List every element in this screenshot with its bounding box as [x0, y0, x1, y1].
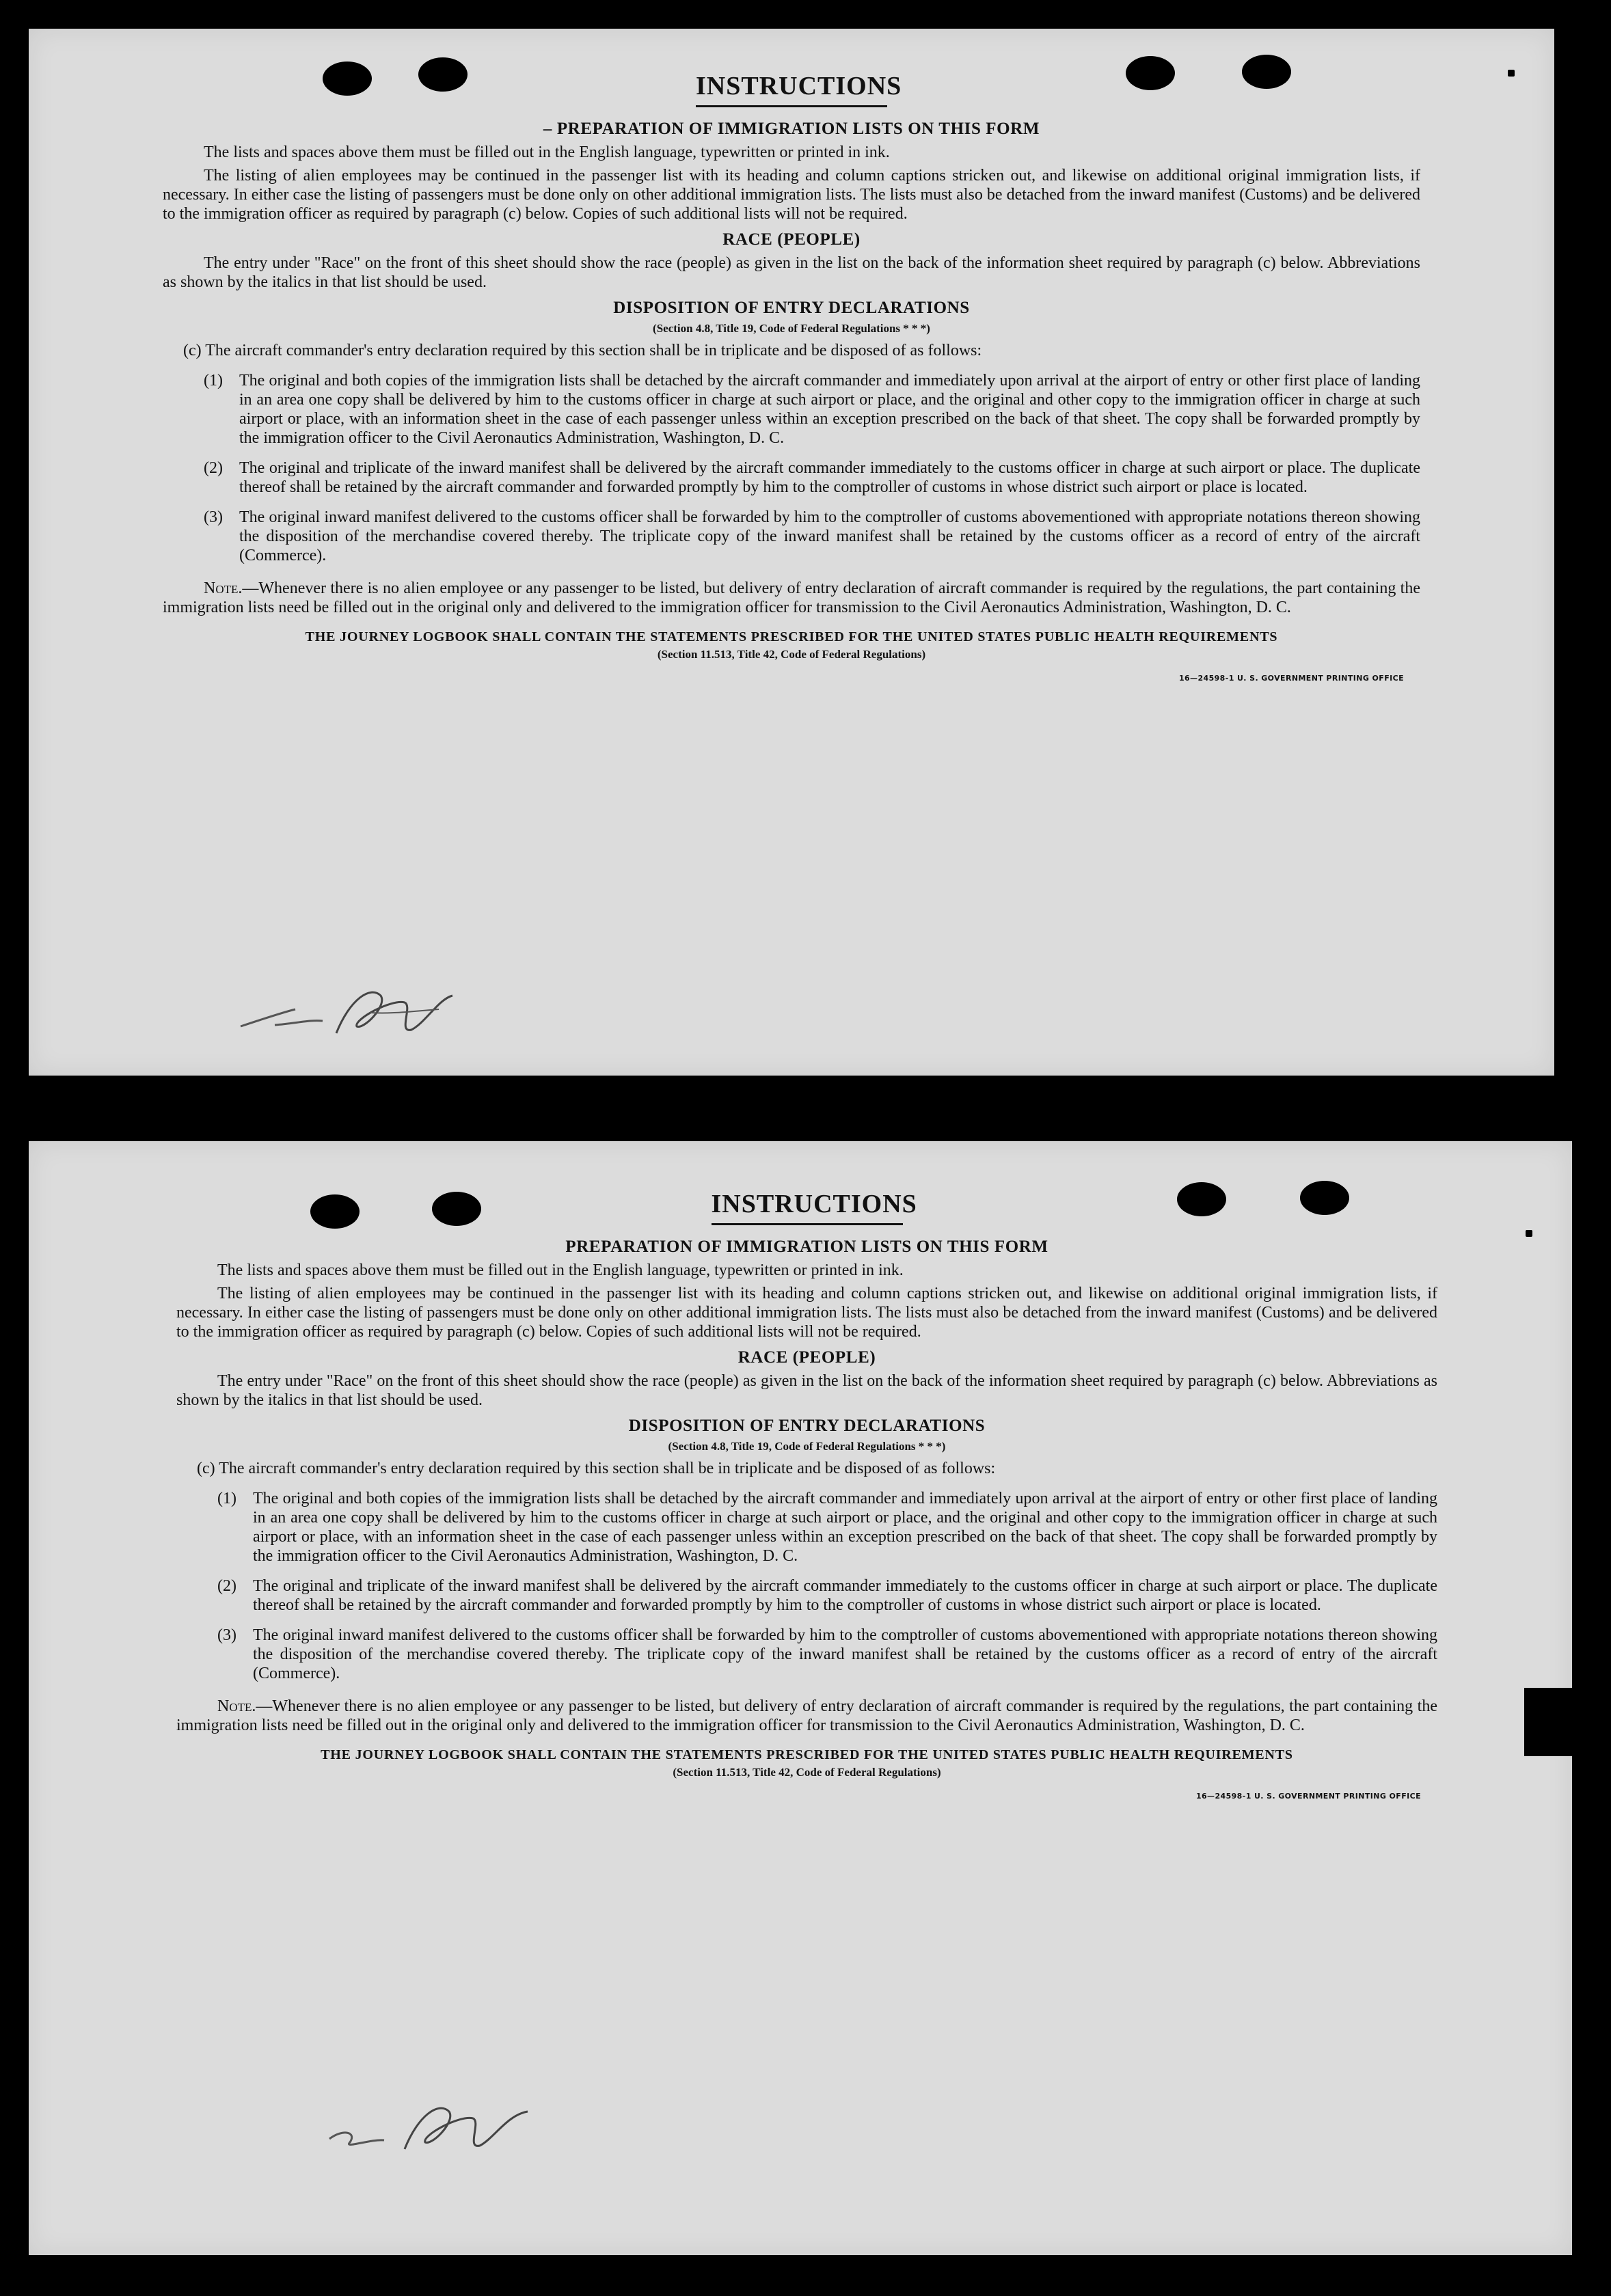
printer-imprint: 16—24598-1 U. S. GOVERNMENT PRINTING OFFICE — [1178, 674, 1404, 683]
logbook-statement: THE JOURNEY LOGBOOK SHALL CONTAIN THE STATEMENTS PRESCRIBED FOR THE UNITED STATES PUBLIC HEALTH REQUIREMENTS — [321, 1747, 1293, 1762]
preparation-paragraph: The listing of alien employees may be continued in the passenger list with its heading and column captions stricken out, and likewise on additional original immigration lists, if necessary. In either case the listing of passengers must be done only on other additional immigration lists. The lists must also be detached from the inward manifest (Customs) and be delivered to the immigration officer as required by paragraph (c) below. Copies of such additional lists will not be required. — [176, 1285, 1437, 1341]
printer-imprint: 16—24598-1 U. S. GOVERNMENT PRINTING OFFICE — [1195, 1792, 1421, 1801]
logbook-citation: (Section 11.513, Title 42, Code of Federal Regulations) — [673, 1766, 941, 1779]
list-item — [217, 1489, 1437, 1566]
logbook-citation: (Section 11.513, Title 42, Code of Federal Regulations) — [657, 648, 926, 661]
preparation-paragraph: The lists and spaces above them must be filled out in the English language, typewritten or printed in ink. — [204, 144, 890, 161]
note-text: —Whenever there is no alien employee or any passenger to be listed, but delivery of entry declaration of aircraft commander is required by the regulations, the part containing the immigration lists need be filled out in the original only and delivered to the immigration officer for transmission to the Civil Aeronautics Administration, Washington, D. C. — [176, 1697, 1437, 1734]
page-title: INSTRUCTIONS — [696, 71, 887, 107]
scan-edge-mark — [1524, 1688, 1572, 1756]
note-label: Note. — [217, 1697, 256, 1715]
race-heading: RACE (PEOPLE) — [722, 230, 861, 249]
item-number: (3) — [217, 1626, 236, 1644]
disposition-citation: (Section 4.8, Title 19, Code of Federal Regulations * * *) — [668, 1440, 946, 1453]
instruction-sheet-top — [29, 29, 1554, 1076]
page-title: INSTRUCTIONS — [712, 1189, 903, 1225]
list-item — [204, 371, 1420, 448]
item-number: (1) — [217, 1490, 236, 1507]
item-text: The original and both copies of the immigration lists shall be detached by the aircraft commander and immediately upon arrival at the airport of entry or other first place of landing in an area one copy shall be delivered by him to the customs officer in charge at such airport or place, and the original and other copy to the immigration officer in charge at such airport or place, with an information sheet in the case of each passenger unless within an exception prescribed on the back of that sheet. The copy shall be forwarded promptly by the immigration officer to the Civil Aeronautics Administration, Washington, D. C. — [239, 372, 1420, 447]
disposition-heading: DISPOSITION OF ENTRY DECLARATIONS — [628, 1417, 986, 1435]
scan-speck — [1508, 70, 1515, 77]
disposition-heading: DISPOSITION OF ENTRY DECLARATIONS — [613, 299, 970, 317]
note-text: —Whenever there is no alien employee or any passenger to be listed, but delivery of entry declaration of aircraft commander is required by the regulations, the part containing the immigration lists need be filled out in the original only and delivered to the immigration officer for transmission to the Civil Aeronautics Administration, Washington, D. C. — [163, 579, 1420, 616]
note-paragraph — [163, 579, 1420, 617]
disposition-intro: (c) The aircraft commander's entry declaration required by this section shall be in triplicate and be disposed of as follows: — [183, 342, 982, 359]
item-number: (2) — [204, 459, 223, 477]
handwritten-signature — [323, 2091, 555, 2166]
item-text: The original inward manifest delivered to the customs officer shall be forwarded by him to the comptroller of customs abovementioned with appropriate notations thereon showing the disposition of the merchandise covered thereby. The triplicate copy of the inward manifest shall be retained by the customs officer as a record of entry of the aircraft (Commerce). — [253, 1626, 1437, 1682]
item-number: (2) — [217, 1577, 236, 1595]
disposition-intro: (c) The aircraft commander's entry declaration required by this section shall be in triplicate and be disposed of as follows: — [197, 1460, 996, 1477]
preparation-paragraph: The listing of alien employees may be continued in the passenger list with its heading and column captions stricken out, and likewise on additional original immigration lists, if necessary. In either case the listing of passengers must be done only on other additional immigration lists. The lists must also be detached from the inward manifest (Customs) and be delivered to the immigration officer as required by paragraph (c) below. Copies of such additional lists will not be required. — [163, 167, 1420, 223]
item-text: The original and both copies of the immigration lists shall be detached by the aircraft commander and immediately upon arrival at the airport of entry or other first place of landing in an area one copy shall be delivered by him to the customs officer in charge at such airport or place, and the original and other copy to the immigration officer in charge at such airport or place, with an information sheet in the case of each passenger unless within an exception prescribed on the back of that sheet. The copy shall be forwarded promptly by the immigration officer to the Civil Aeronautics Administration, Washington, D. C. — [253, 1490, 1437, 1565]
race-heading: RACE (PEOPLE) — [737, 1348, 876, 1367]
disposition-citation: (Section 4.8, Title 19, Code of Federal Regulations * * *) — [653, 322, 930, 335]
list-item — [217, 1576, 1437, 1615]
instructions-text-block — [163, 71, 1420, 683]
race-paragraph: The entry under "Race" on the front of this sheet should show the race (people) as given in the list on the back of the information sheet required by paragraph (c) below. Abbreviations as shown by the italics in that list should be used. — [163, 254, 1420, 291]
item-number: (1) — [204, 372, 223, 390]
list-item — [217, 1626, 1437, 1683]
instruction-sheet-bottom — [29, 1141, 1572, 2255]
item-text: The original and triplicate of the inward manifest shall be delivered by the aircraft commander immediately to the customs officer in charge at such airport or place. The duplicate thereof shall be retained by the aircraft commander and forwarded promptly by him to the comptroller of customs in whose district such airport or place is located. — [253, 1577, 1437, 1614]
note-paragraph — [176, 1697, 1437, 1735]
race-paragraph: The entry under "Race" on the front of this sheet should show the race (people) as given in the list on the back of the information sheet required by paragraph (c) below. Abbreviations as shown by the italics in that list should be used. — [176, 1372, 1437, 1409]
list-item — [204, 508, 1420, 565]
item-number: (3) — [204, 508, 223, 526]
logbook-statement: THE JOURNEY LOGBOOK SHALL CONTAIN THE STATEMENTS PRESCRIBED FOR THE UNITED STATES PUBLIC HEALTH REQUIREMENTS — [305, 629, 1278, 644]
preparation-paragraph: The lists and spaces above them must be filled out in the English language, typewritten or printed in ink. — [217, 1261, 904, 1279]
scan-speck — [1526, 1230, 1532, 1237]
preparation-heading: – PREPARATION OF IMMIGRATION LISTS ON THIS FORM — [543, 120, 1040, 138]
item-text: The original inward manifest delivered to the customs officer shall be forwarded by him to the comptroller of customs abovementioned with appropriate notations thereon showing the disposition of the merchandise covered thereby. The triplicate copy of the inward manifest shall be retained by the customs officer as a record of entry of the aircraft (Commerce). — [239, 508, 1420, 564]
list-item — [204, 459, 1420, 497]
item-text: The original and triplicate of the inward manifest shall be delivered by the aircraft commander immediately to the customs officer in charge at such airport or place. The duplicate thereof shall be retained by the aircraft commander and forwarded promptly by him to the comptroller of customs in whose district such airport or place is located. — [239, 459, 1420, 496]
handwritten-signature — [234, 972, 480, 1054]
note-label: Note. — [204, 579, 243, 597]
instructions-text-block — [176, 1189, 1437, 1801]
preparation-heading: PREPARATION OF IMMIGRATION LISTS ON THIS FORM — [565, 1238, 1048, 1256]
